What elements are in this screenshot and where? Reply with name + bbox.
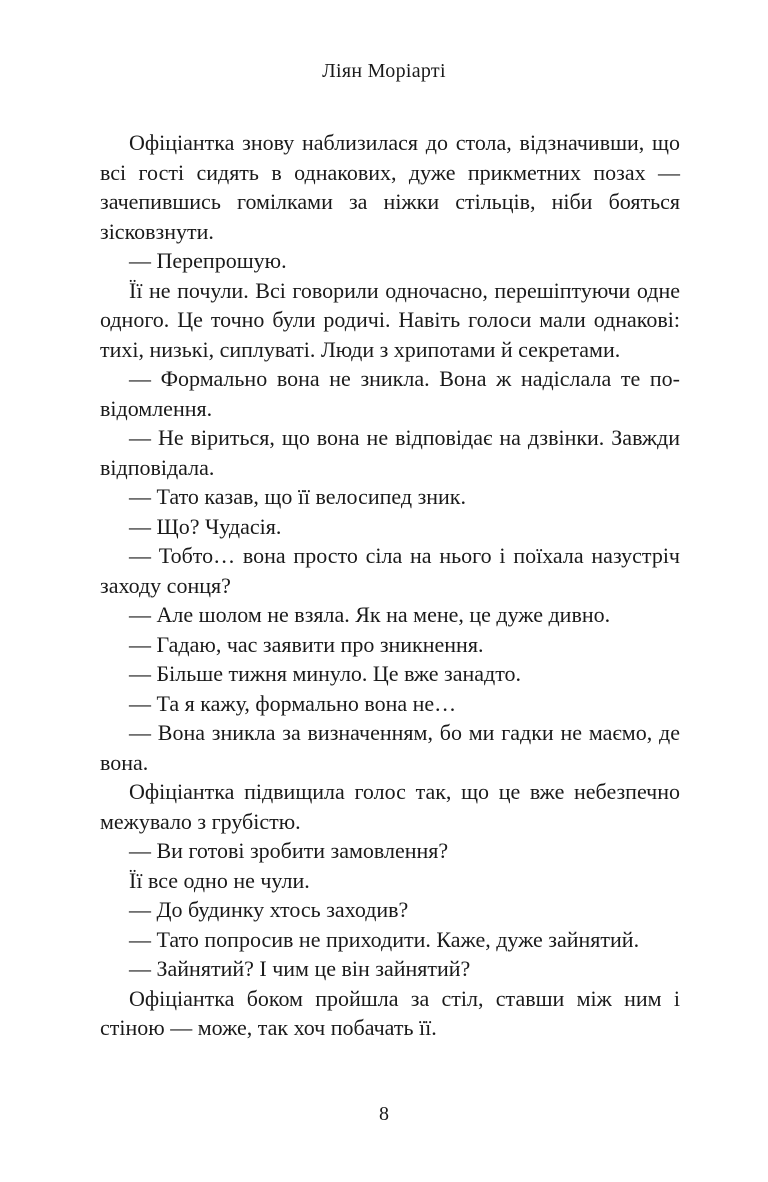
paragraph: — Тобто… вона просто сіла на нього і поїхала назустріч заходу сонця? bbox=[100, 543, 680, 598]
paragraph: — Більше тижня минуло. Це вже занадто. bbox=[129, 661, 522, 686]
body-text bbox=[100, 128, 680, 1043]
paragraph: — Гадаю, час заявити про зникнення. bbox=[129, 631, 484, 657]
paragraph: — Зайнятий? І чим це він зайнятий? bbox=[129, 956, 471, 981]
paragraph: — Тато попросив не приходити. Каже, дуже зайнятий. bbox=[129, 926, 640, 952]
paragraph: — До будинку хтось заходив? bbox=[129, 897, 409, 922]
paragraph: — Тато казав, що її велосипед зник. bbox=[129, 484, 466, 509]
paragraph: — Але шолом не взяла. Як на мене, це дуже дивно. bbox=[129, 602, 611, 627]
running-header: Ліян Моріарті bbox=[322, 60, 446, 82]
paragraph: Її не почули. Всі говорили одночасно, перешіптуючи одне одного. Це точно були родичі. Навіть голоси мали однакові: тихі, низькі, сиплуваті. Люди з хрипотами й секретами. bbox=[100, 277, 680, 362]
paragraph: — Вона зникла за визначенням, бо ми гадки не маємо, де вона. bbox=[100, 720, 680, 775]
paragraph: — Формально вона не зникла. Вона ж надіслала те повідомлення. bbox=[100, 366, 680, 421]
paragraph: — Що? Чудасія. bbox=[129, 513, 282, 539]
paragraph: Офіціантка знову наблизилася до стола, відзначивши, що всі гості сидять в однакових, дуже прикметних позах — зачепившись гомілками за ніжки стільців, ніби бояться зісковзнути. bbox=[100, 130, 680, 244]
page-number: 8 bbox=[379, 1103, 389, 1125]
paragraph: Офіціантка підвищила голос так, що це вже небезпечно межувало з грубістю. bbox=[100, 779, 680, 834]
paragraph: — Перепрошую. bbox=[129, 248, 287, 273]
paragraph: Її все одно не чули. bbox=[129, 867, 310, 893]
paragraph: — Та я кажу, формально вона не… bbox=[129, 690, 457, 716]
paragraph: — Ви готові зробити замовлення? bbox=[129, 838, 449, 863]
paragraph: Офіціантка боком пройшла за стіл, ставши між ним і стіною — може, так хоч побачать її. bbox=[100, 985, 680, 1040]
paragraph: — Не віриться, що вона не відповідає на дзвінки. Завжди відповідала. bbox=[100, 425, 680, 480]
